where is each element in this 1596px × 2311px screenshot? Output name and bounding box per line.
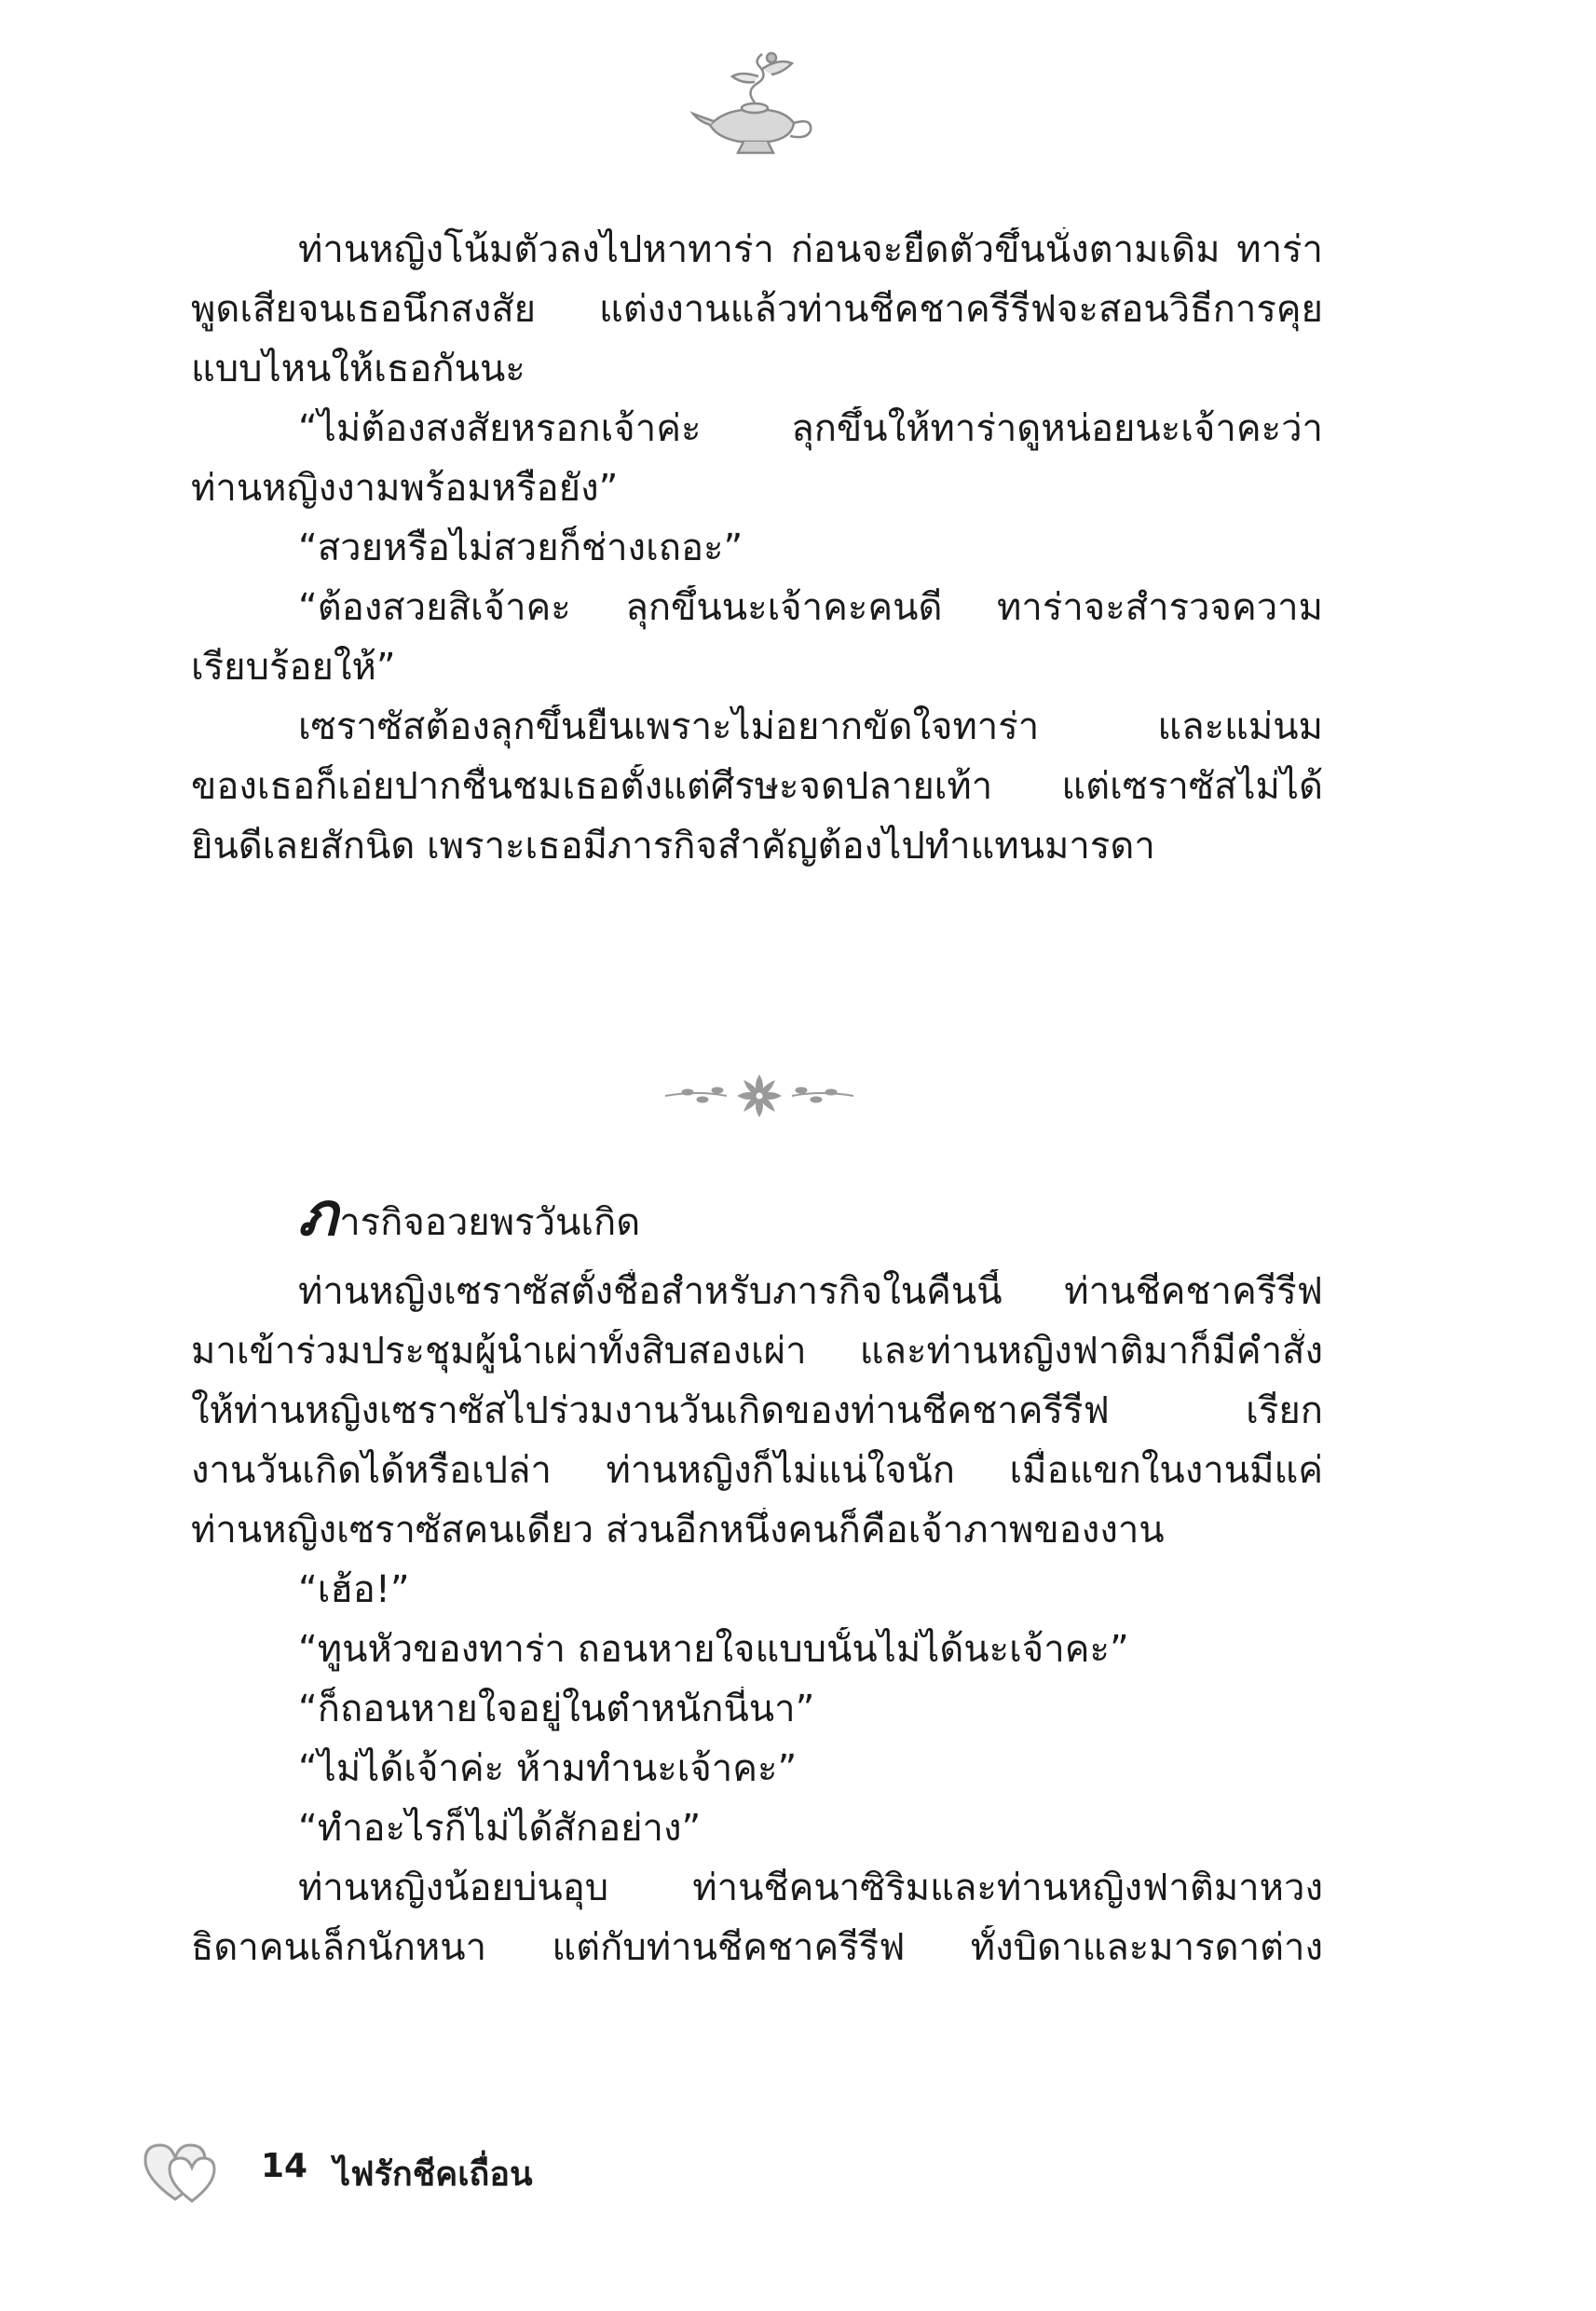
text-line: ท่านหญิงน้อยบ่นอุบ ท่านชีคนาซิริมและท่านหญิงฟาติมาหวง	[298, 1867, 1323, 1909]
section-title: ารกิจอวยพรวันเกิด	[339, 1201, 641, 1244]
text-line: “ไม่ต้องสงสัยหรอกเจ้าค่ะ ลุกขึ้นให้ทาร่าดูหน่อยนะเจ้าคะว่า	[298, 407, 1323, 450]
text-line: ท่านหญิงงามพร้อมหรือยัง”	[191, 467, 619, 510]
body-text-part1	[191, 227, 1323, 883]
text-line: งานวันเกิดได้หรือเปล่า ท่านหญิงก็ไม่แน่ใจนัก เมื่อแขกในงานมีแค่	[191, 1449, 1323, 1492]
text-line: ท่านหญิงโน้มตัวลงไปหาทาร่า ก่อนจะยืดตัวขึ้นนั่งตามเดิม ทาร่า	[298, 228, 1323, 271]
text-line: “ทูนหัวของทาร่า ถอนหายใจแบบนั้นไม่ได้นะเจ้าคะ”	[298, 1628, 1129, 1671]
book-title: ไฟรักชีคเถื่อน	[334, 2155, 533, 2194]
text-line: มาเข้าร่วมประชุมผู้นำเผ่าทั้งสิบสองเผ่า และท่านหญิงฟาติมาก็มีคำสั่ง	[191, 1330, 1323, 1373]
genie-lamp-icon	[689, 48, 820, 160]
text-line: เซราซัสต้องลุกขึ้นยืนเพราะไม่อยากขัดใจทาร่า และแม่นม	[298, 705, 1323, 748]
hearts-icon	[138, 2134, 222, 2208]
text-line: แบบไหนให้เธอกันนะ	[191, 348, 525, 390]
text-line: “ทำอะไรก็ไม่ได้สักอย่าง”	[298, 1807, 702, 1850]
text-line: “ไม่ได้เจ้าค่ะ ห้ามทำนะเจ้าคะ”	[298, 1747, 798, 1790]
section-heading	[191, 1180, 1323, 1252]
body-text-part2	[191, 1269, 1323, 1985]
text-line: ยินดีเลยสักนิด เพราะเธอมีภารกิจสำคัญต้องไปทำแทนมารดา	[191, 825, 1155, 868]
text-line: “ก็ถอนหายใจอยู่ในตำหนักนี่นา”	[298, 1688, 815, 1730]
text-line: ของเธอก็เอ่ยปากชื่นชมเธอตั้งแต่ศีรษะจดปลายเท้า แต่เซราซัสไม่ได้	[191, 765, 1323, 808]
page-footer	[138, 2134, 697, 2208]
text-line: “เฮ้อ!”	[298, 1568, 410, 1611]
text-line: ท่านหญิงเซราซัสคนเดียว ส่วนอีกหนึ่งคนก็คือเจ้าภาพของงาน	[191, 1509, 1165, 1552]
text-line: “ต้องสวยสิเจ้าคะ ลุกขึ้นนะเจ้าคะคนดี ทาร่าจะสำรวจความ	[298, 586, 1323, 629]
drop-cap: ภ	[298, 1180, 338, 1250]
text-line: ธิดาคนเล็กนักหนา แต่กับท่านชีคชาครีรีฟ ทั้งบิดาและมารดาต่าง	[191, 1926, 1323, 1969]
text-line: พูดเสียจนเธอนึกสงสัย แต่งงานแล้วท่านชีคชาครีรีฟจะสอนวิธีการคุย	[191, 288, 1323, 331]
floral-divider-icon	[662, 1062, 857, 1128]
text-line: ท่านหญิงเซราซัสตั้งชื่อสำหรับภารกิจในคืนนี้ ท่านชีคชาครีรีฟ	[298, 1270, 1323, 1313]
text-line: ให้ท่านหญิงเซราซัสไปร่วมงานวันเกิดของท่านชีคชาครีรีฟ เรียก	[191, 1389, 1323, 1432]
text-line: เรียบร้อยให้”	[191, 646, 396, 689]
page-number: 14	[261, 2147, 308, 2185]
text-line: “สวยหรือไม่สวยก็ช่างเถอะ”	[298, 526, 743, 569]
